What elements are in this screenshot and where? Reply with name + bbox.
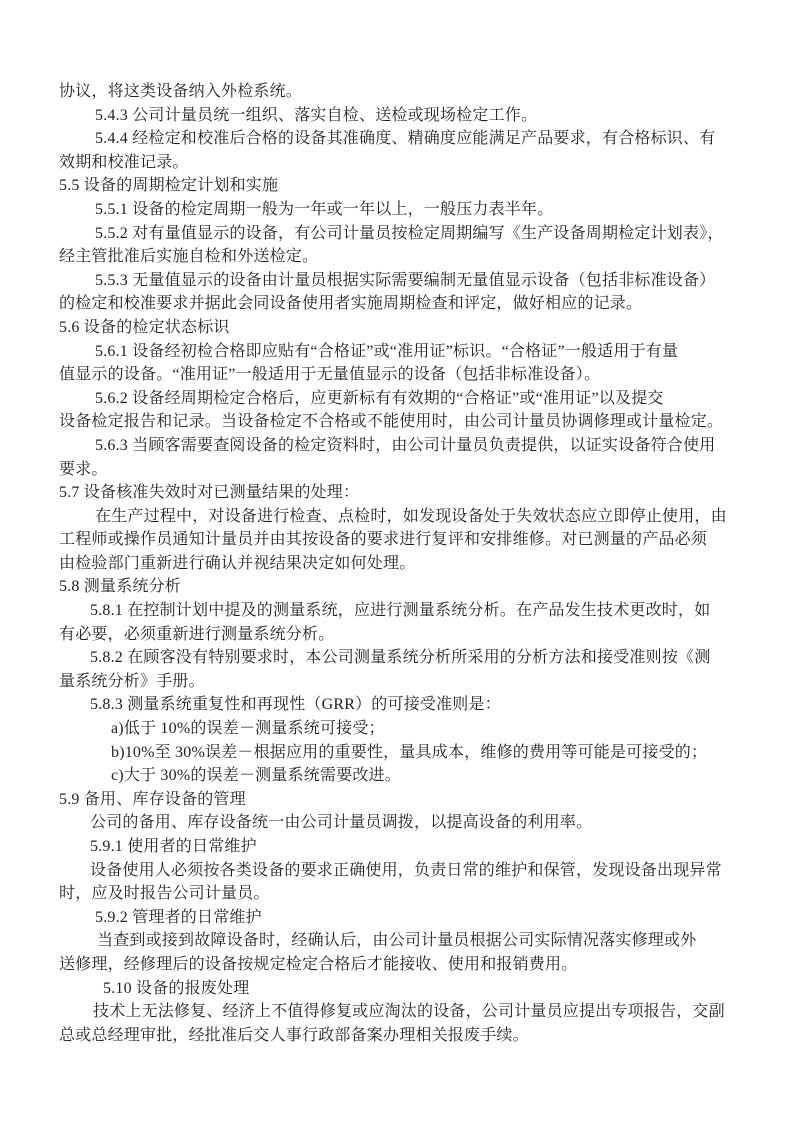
document-line: 设备使用人必须按各类设备的要求正确使用，负责日常的维护和保管，发现设备出现异常 xyxy=(90,861,722,879)
document-line: 5.9 备用、库存设备的管理 xyxy=(59,790,246,808)
document-line: 工程师或操作员通知计量员并由其按设备的要求进行复评和安排维修。对已测量的产品必须 xyxy=(59,531,708,549)
document-line: 在生产过程中，对设备进行检查、点检时，如发现设备处于失效状态应立即停止使用，由 xyxy=(95,507,727,525)
document-line: 5.9.2 管理者的日常维护 xyxy=(95,908,262,926)
document-line: 要求。 xyxy=(59,460,108,478)
document-line: 有必要，必须重新进行测量系统分析。 xyxy=(59,625,335,643)
document-body xyxy=(59,80,741,1047)
document-line: 5.8.1 在控制计划中提及的测量系统，应进行测量系统分析。在产品发生技术更改时，如 xyxy=(90,602,711,620)
document-line: 效期和校准记录。 xyxy=(59,153,189,171)
document-line: 经主管批准后实施自检和外送检定。 xyxy=(59,248,319,266)
document-line: 协议，将这类设备纳入外检系统。 xyxy=(59,83,303,100)
document-line: c)大于 30%的误差－测量系统需要改进。 xyxy=(111,767,401,785)
document-line: 5.5.1 设备的检定周期一般为一年或一年以上，一般压力表半年。 xyxy=(95,200,554,218)
document-line: 值显示的设备。“准用证”一般适用于无量值显示的设备（包括非标准设备）。 xyxy=(59,366,601,384)
document-line: 5.4.3 公司计量员统一组织、落实自检、送检或现场检定工作。 xyxy=(95,106,538,124)
document-line: 技术上无法修复、经济上不值得修复或应淘汰的设备，公司计量员应提出专项报告，交副 xyxy=(93,1003,725,1021)
document-line: 5.6 设备的检定状态标识 xyxy=(59,318,230,336)
document-line: 5.9.1 使用者的日常维护 xyxy=(90,838,257,855)
document-line: 5.5.2 对有量值显示的设备，有公司计量员按检定周期编写《生产设备周期检定计划表》， xyxy=(95,224,724,242)
document-line: a)低于 10%的误差－测量系统可接受； xyxy=(111,720,385,738)
document-line: 总或总经理审批，经批准后交人事行政部备案办理相关报废手续。 xyxy=(59,1026,529,1044)
document-line: 由检验部门重新进行确认并视结果决定如何处理。 xyxy=(59,554,416,572)
document-line: b)10%至 30%误差－根据应用的重要性，量具成本，维修的费用等可能是可接受的； xyxy=(111,743,708,761)
document-line: 5.6.2 设备经周期检定合格后，应更新标有有效期的“合格证”或“准用证”以及提交 xyxy=(95,389,664,407)
document-line: 5.6.1 设备经初检合格即应贴有“合格证”或“准用证”标识。“合格证”一般适用于有量 xyxy=(95,342,679,360)
document-line: 5.8.2 在顾客没有特别要求时，本公司测量系统分析所采用的分析方法和接受准则按《测 xyxy=(90,649,711,667)
document-line: 5.7 设备核准失效时对已测量结果的处理： xyxy=(59,484,360,502)
document-line: 公司的备用、库存设备统一由公司计量员调拨，以提高设备的利用率。 xyxy=(90,814,593,832)
document-line: 当查到或接到故障设备时，经确认后，由公司计量员根据公司实际情况落实修理或外 xyxy=(97,932,697,950)
document-line: 的检定和校准要求并据此会同设备使用者实施周期检查和评定，做好相应的记录。 xyxy=(59,295,643,313)
document-line: 5.4.4 经检定和校准后合格的设备其准确度、精确度应能满足产品要求，有合格标识、有 xyxy=(95,130,716,148)
document-line: 5.5.3 无量值显示的设备由计量员根据实际需要编制无量值显示设备（包括非标准设备） xyxy=(95,271,716,289)
document-line: 5.8 测量系统分析 xyxy=(59,578,182,596)
document-line: 5.10 设备的报废处理 xyxy=(103,979,250,997)
document-line: 5.5 设备的周期检定计划和实施 xyxy=(59,177,279,195)
document-line: 时，应及时报告公司计量员。 xyxy=(59,885,270,903)
document-line: 5.6.3 当顾客需要查阅设备的检定资料时，由公司计量员负责提供，以证实设备符合使用 xyxy=(95,436,716,454)
document-line: 量系统分析》手册。 xyxy=(59,672,205,690)
document-line: 5.8.3 测量系统重复性和再现性（GRR）的可接受准则是： xyxy=(90,696,501,714)
document-line: 送修理，经修理后的设备按规定检定合格后才能接收、使用和报销费用。 xyxy=(59,955,578,973)
document-line: 设备检定报告和记录。当设备检定不合格或不能使用时，由公司计量员协调修理或计量检定。 xyxy=(59,413,724,431)
